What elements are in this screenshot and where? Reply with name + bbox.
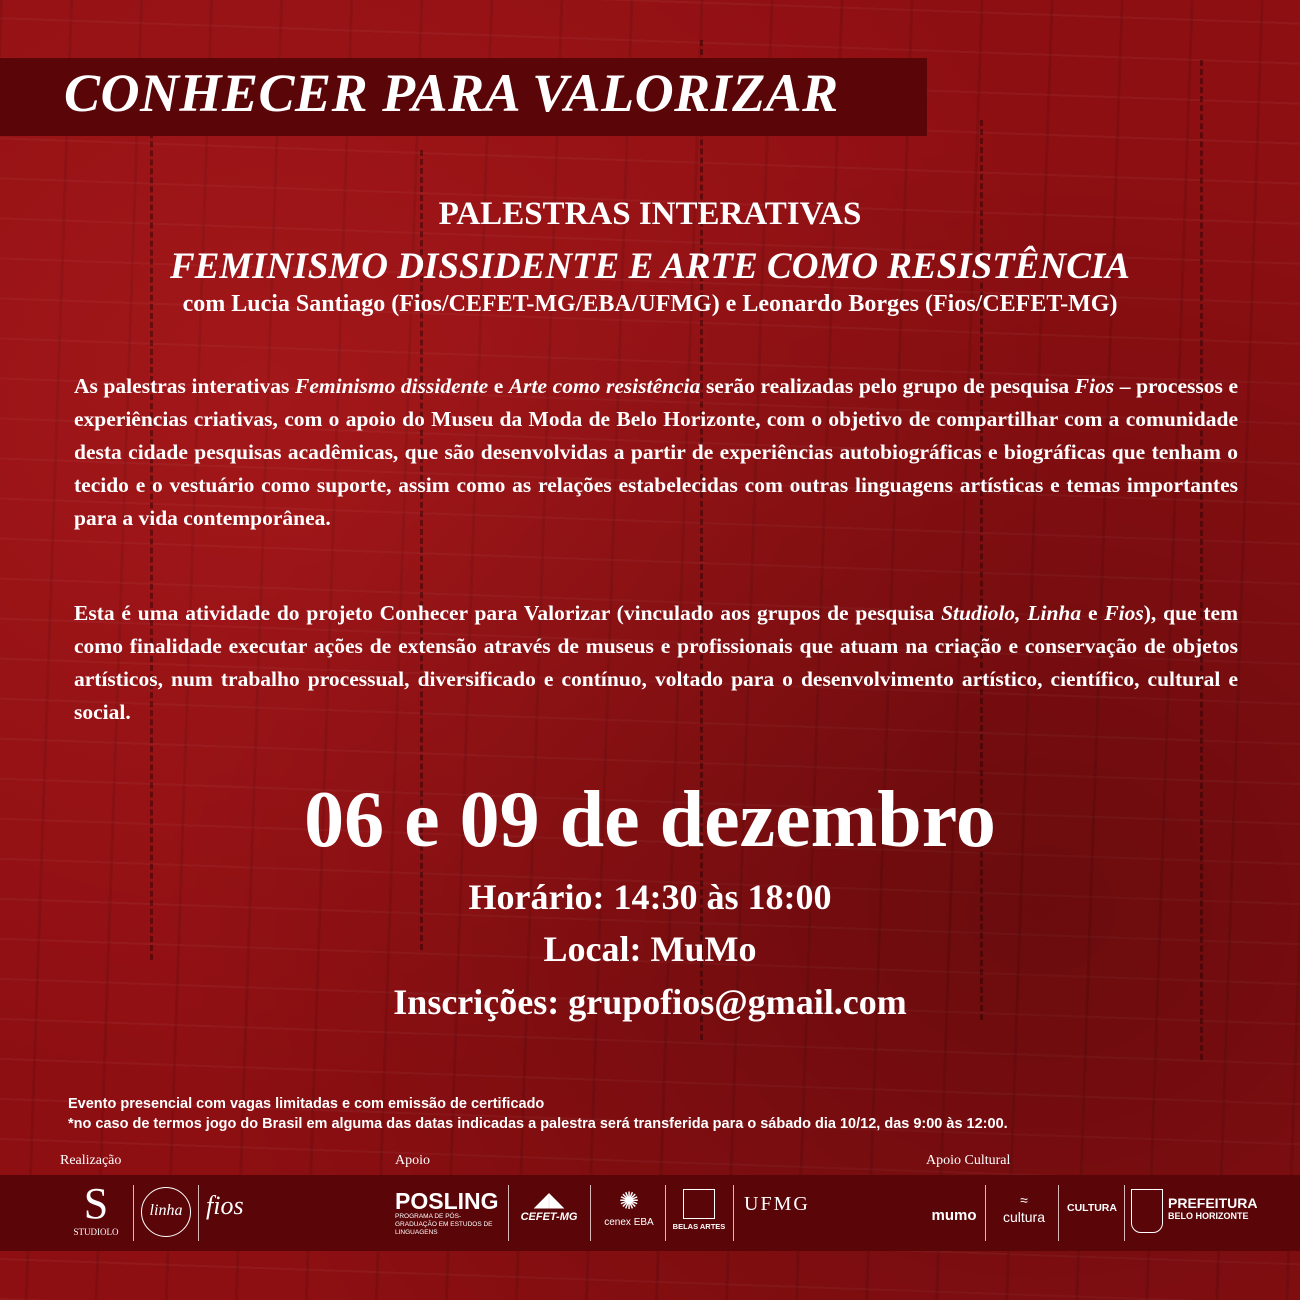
- divider: [133, 1185, 134, 1241]
- notes: [68, 1094, 1008, 1134]
- ufmg-logo: UFMG: [744, 1193, 810, 1215]
- prefeitura-logo: PREFEITURA BELO HORIZONTE: [1168, 1195, 1258, 1221]
- label-apoio-cultural: Apoio Cultural: [926, 1153, 1011, 1168]
- event-time: Horário: 14:30 às 18:00: [468, 877, 832, 917]
- label-realizacao: Realização: [60, 1153, 122, 1168]
- divider: [985, 1185, 986, 1241]
- event-signup[interactable]: Inscrições: grupofios@gmail.com: [393, 982, 907, 1022]
- cefet-logo: ◢◣ CEFET-MG: [516, 1189, 582, 1223]
- label-apoio: Apoio: [395, 1153, 430, 1168]
- event-date: 06 e 09 de dezembro: [304, 776, 996, 864]
- event-place: Local: MuMo: [543, 929, 757, 969]
- heading-line-2: FEMINISMO DISSIDENTE E ARTE COMO RESISTÊNCIA: [170, 246, 1130, 287]
- banner-title: CONHECER PARA VALORIZAR: [64, 63, 839, 123]
- linha-logo: linha: [141, 1187, 191, 1237]
- cenex-logo: ✺ cenex EBA: [598, 1187, 660, 1228]
- studiolo-s-icon: S: [83, 1179, 109, 1228]
- building-icon: [683, 1189, 715, 1219]
- divider: [590, 1185, 591, 1241]
- cultura-logo: CULTURA: [1067, 1202, 1117, 1214]
- cefet-icon: ◢◣: [533, 1189, 565, 1211]
- divider: [665, 1185, 666, 1241]
- note-line-2: *no caso de termos jogo do Brasil em alguma das datas indicadas a palestra será transferida para o sábado dia 10/12, das 9:00 às 12:00.: [68, 1116, 1008, 1132]
- divider: [1058, 1185, 1059, 1241]
- note-line-1: Evento presencial com vagas limitadas e com emissão de certificado: [68, 1096, 545, 1112]
- fios-logo: fios: [206, 1191, 244, 1220]
- paragraph-2: Esta é uma atividade do projeto Conhecer para Valorizar (vinculado aos grupos de pesquisa Studiolo, Linha e Fios), que tem como finalidade executar ações de extensão através de museus e profissionais que atuam na criação e conservação de objetos artísticos, num trabalho processual, diversificado e contínuo, voltado para o desenvolvimento artístico, científico, cultural e social.: [74, 601, 1238, 724]
- mumo-logo: mumo: [931, 1207, 977, 1224]
- cenex-star-icon: ✺: [618, 1188, 640, 1215]
- divider: [508, 1185, 509, 1241]
- prefeitura-shield-icon: [1131, 1189, 1163, 1233]
- posling-logo: POSLING PROGRAMA DE PÓS-GRADUAÇÃO EM ESTUDOS DE LINGUAGENS: [395, 1188, 499, 1236]
- divider: [1124, 1185, 1125, 1241]
- belas-artes-logo: BELAS ARTES: [672, 1189, 726, 1231]
- fundacao-cultura-logo: ≈ cultura: [994, 1191, 1054, 1225]
- wave-icon: ≈: [1020, 1192, 1028, 1208]
- divider: [198, 1185, 199, 1241]
- logo-strip: [0, 1175, 1300, 1251]
- studiolo-logo: S STUDIOLO: [66, 1181, 126, 1237]
- speakers-line: com Lucia Santiago (Fios/CEFET-MG/EBA/UFMG) e Leonardo Borges (Fios/CEFET-MG): [182, 291, 1118, 317]
- paragraph-1: As palestras interativas Feminismo dissidente e Arte como resistência serão realizadas pelo grupo de pesquisa Fios – processos e experiências criativas, com o apoio do Museu da Moda de Belo Horizonte, com o objetivo de compartilhar com a comunidade desta cidade pesquisas acadêmicas, que são desenvolvidas a partir de experiências autobiográficas e biográficas que tenham o tecido e o vestuário como suporte, assim como as relações estabelecidas com outras linguagens artísticas e temas importantes para a vida contemporânea.: [74, 374, 1238, 530]
- heading-line-1: PALESTRAS INTERATIVAS: [438, 196, 862, 232]
- divider: [733, 1185, 734, 1241]
